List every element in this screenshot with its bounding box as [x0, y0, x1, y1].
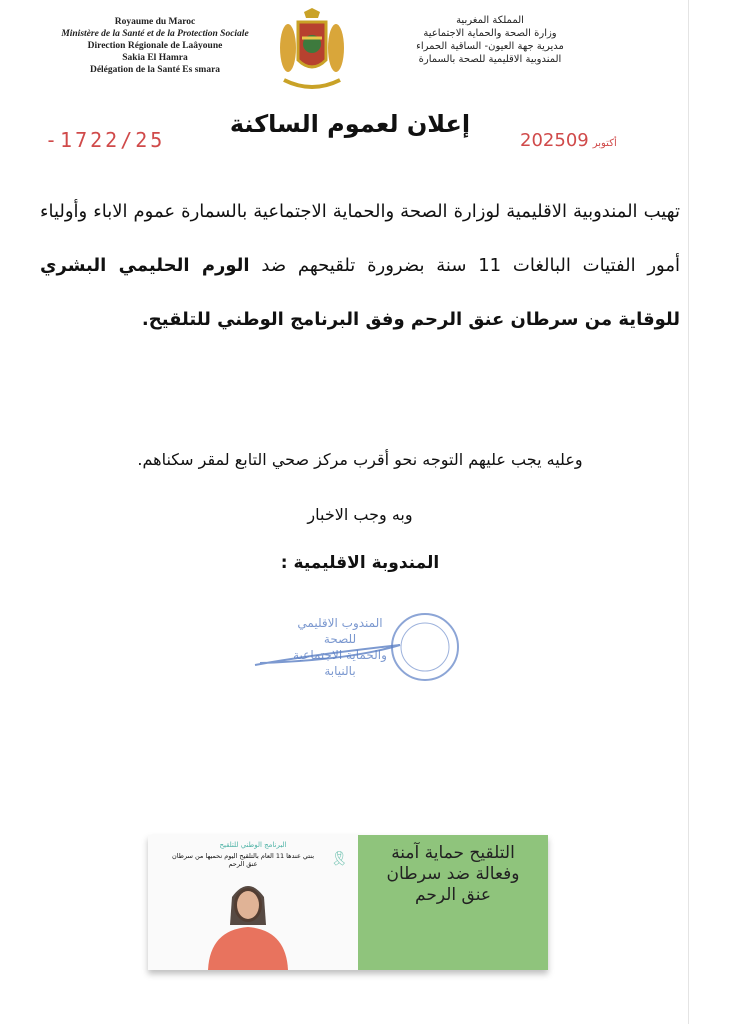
stamp-line: بالنيابة [324, 664, 356, 678]
coat-of-arms-icon [278, 8, 346, 94]
header-line: المملكة المغربية [456, 15, 524, 26]
slogan-line: التلقيح حماية آمنة [391, 843, 515, 863]
official-stamp [250, 605, 470, 695]
header-line: المندوبية الاقليمية للصحة بالسمارة [418, 54, 562, 65]
header-french [50, 16, 260, 76]
stamp-line: للصحة [323, 632, 357, 646]
signature-title: المندوبة الاقليمية : [280, 553, 440, 573]
body-text: تهيب المندوبية الاقليمية لوزارة الصحة والحماية الاجتماعية بالسمارة عموم الاباء وأولياء أمور الفتيات البالغات 11 سنة بضرورة تلقيحهم ضد [40, 201, 680, 276]
instruction-text: وعليه يجب عليهم التوجه نحو أقرب مركز صحي التابع لمقر سكناهم. [137, 450, 583, 469]
vaccination-poster [148, 835, 548, 970]
header-line: Délégation de la Santé Es smara [89, 65, 221, 75]
page-title: إعلان لعموم الساكنة [229, 110, 471, 138]
closing-text: وبه وجب الاخبار [307, 505, 413, 524]
poster-caption: بنتي عندها 11 العام بالتلقيح اليوم نحميها من سرطان عنق الرحم [171, 852, 315, 868]
ribbon-icon: 🎗 [330, 851, 348, 867]
date-month: أكتوبر [592, 138, 617, 149]
header-line: Royaume du Maroc [114, 17, 196, 27]
page-edge [688, 0, 689, 1024]
header-line: Ministère de la Santé et de la Protection Sociale [61, 29, 249, 39]
date-stamp [520, 130, 621, 151]
header-line: مديرية جهة العيون- الساقية الحمراء [416, 41, 564, 52]
date-year: 2025 [520, 130, 566, 151]
stamp-line: المندوب الاقليمي [297, 616, 383, 630]
girl-photo [148, 835, 358, 970]
header-arabic [390, 14, 590, 66]
slogan-line: عنق الرحم [415, 885, 491, 905]
stamp-line: والحماية الاجتماعية [293, 648, 387, 662]
poster-slogan [358, 835, 548, 970]
slogan-line: وفعالة ضد سرطان [386, 864, 520, 884]
header-line: وزارة الصحة والحماية الاجتماعية [423, 28, 557, 39]
poster-program: البرنامج الوطني للتلقيح [219, 841, 287, 849]
date-day: 09 [565, 130, 589, 151]
header-line: Sakia El Hamra [122, 53, 188, 63]
header-line: Direction Régionale de Laâyoune [87, 41, 223, 51]
body-text-bold: الورم الحليمي البشري للوقاية من سرطان عنق الرحم وفق البرنامج الوطني للتلقيح. [40, 255, 680, 330]
announcement-body [40, 185, 680, 347]
poster-photo-panel [148, 835, 358, 970]
reference-number: -1722/25 [45, 128, 166, 152]
